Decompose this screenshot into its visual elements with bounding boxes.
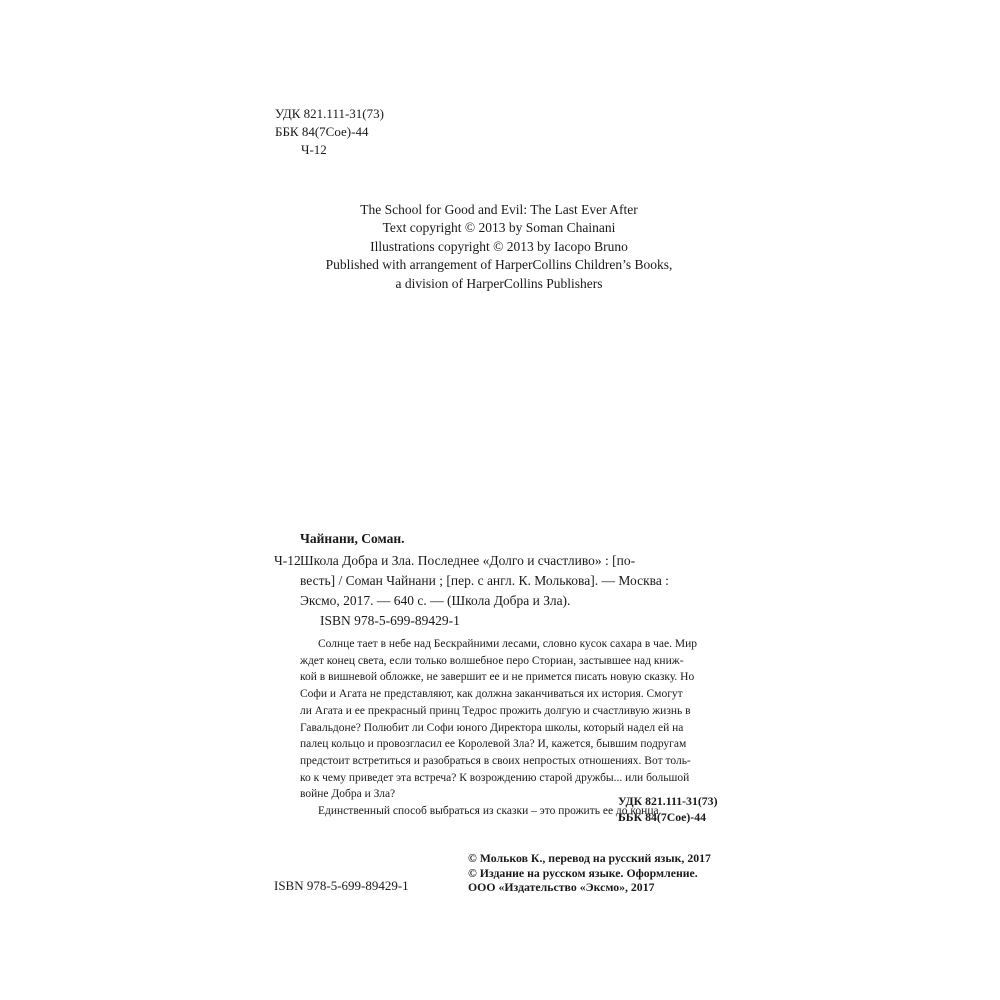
text-copyright-line: Text copyright © 2013 by Soman Chainani xyxy=(382,220,616,236)
catalog-description xyxy=(300,551,726,611)
isbn-bottom: ISBN 978-5-699-89429-1 xyxy=(274,878,409,893)
published-arrangement-line: Published with arrangement of HarperCollins Children’s Books, xyxy=(325,257,673,273)
annotation-line: Софи и Агата не представляют, как должна заканчиваться их история. Смогут xyxy=(300,688,683,701)
translation-copyright-line: © Мольков К., перевод на русский язык, 2017 xyxy=(468,851,711,865)
original-title-line: The School for Good and Evil: The Last Ever After xyxy=(360,202,638,217)
annotation-line: Солнце тает в небе над Бескрайними лесами, словно кусок сахара в чае. Мир xyxy=(318,638,698,650)
annotation-line: ли Агата и ее прекрасный принц Тедрос прожить долгую и счастливую жизнь в xyxy=(300,704,691,717)
udk-code-top: УДК 821.111-31(73) xyxy=(275,106,384,121)
catalog-isbn: ISBN 978-5-699-89429-1 xyxy=(320,613,460,628)
catalog-author: Чайнани, Соман. xyxy=(300,531,405,546)
annotation-last-line: Единственный способ выбраться из сказки – это прожить ее до конца. xyxy=(318,805,662,818)
catalog-description-line: весть] / Соман Чайнани ; [пер. с англ. К. Молькова]. — Москва : xyxy=(300,573,669,588)
annotation-line: ждет конец света, если только волшебное перо Сториан, застывшее над книж- xyxy=(300,654,684,667)
catalog-description-line: Школа Добра и Зла. Последнее «Долго и счастливо» : [по- xyxy=(300,553,636,568)
annotation-line: предстоит встретиться и разобраться в своих непростых отношениях. Вот толь- xyxy=(300,754,691,767)
annotation-line: кой в вишневой обложке, не завершит ее и не примется писать новую сказку. Но xyxy=(300,671,695,684)
catalog-description-line: Эксмо, 2017. — 640 с. — (Школа Добра и Зла). xyxy=(300,593,571,608)
illustrations-copyright-line: Illustrations copyright © 2013 by Iacopo Bruno xyxy=(370,238,628,254)
bbk-code-bottom: ББК 84(7Сое)-44 xyxy=(618,810,707,824)
udk-code-bottom: УДК 821.111-31(73) xyxy=(618,794,718,808)
annotation-line: Гавальдоне? Полюбит ли Софи юного Директора школы, который надел ей на xyxy=(300,721,684,734)
annotation-line: ко к чему приведет эта встреча? К возрождению старой дружбы... или большой xyxy=(300,771,690,784)
original-copyright-block xyxy=(300,201,698,293)
annotation-line: войне Добра и Зла? xyxy=(300,788,396,801)
classification-bottom xyxy=(618,793,718,825)
catalog-author-sign: Ч-12 xyxy=(274,553,301,568)
publisher-name-line: ООО «Издательство «Эксмо», 2017 xyxy=(468,880,655,894)
author-sign-top: Ч-12 xyxy=(301,142,327,157)
publisher-division-line: a division of HarperCollins Publishers xyxy=(395,275,603,291)
bbk-code-top: ББК 84(7Сое)-44 xyxy=(275,124,369,139)
annotation-line: палец кольцо и провозгласил ее Королевой Зла? И, кажется, бывшим подругам xyxy=(300,738,687,751)
classification-top xyxy=(275,105,384,159)
publisher-copyright xyxy=(468,851,711,895)
edition-copyright-line: © Издание на русском языке. Оформление. xyxy=(468,865,698,880)
